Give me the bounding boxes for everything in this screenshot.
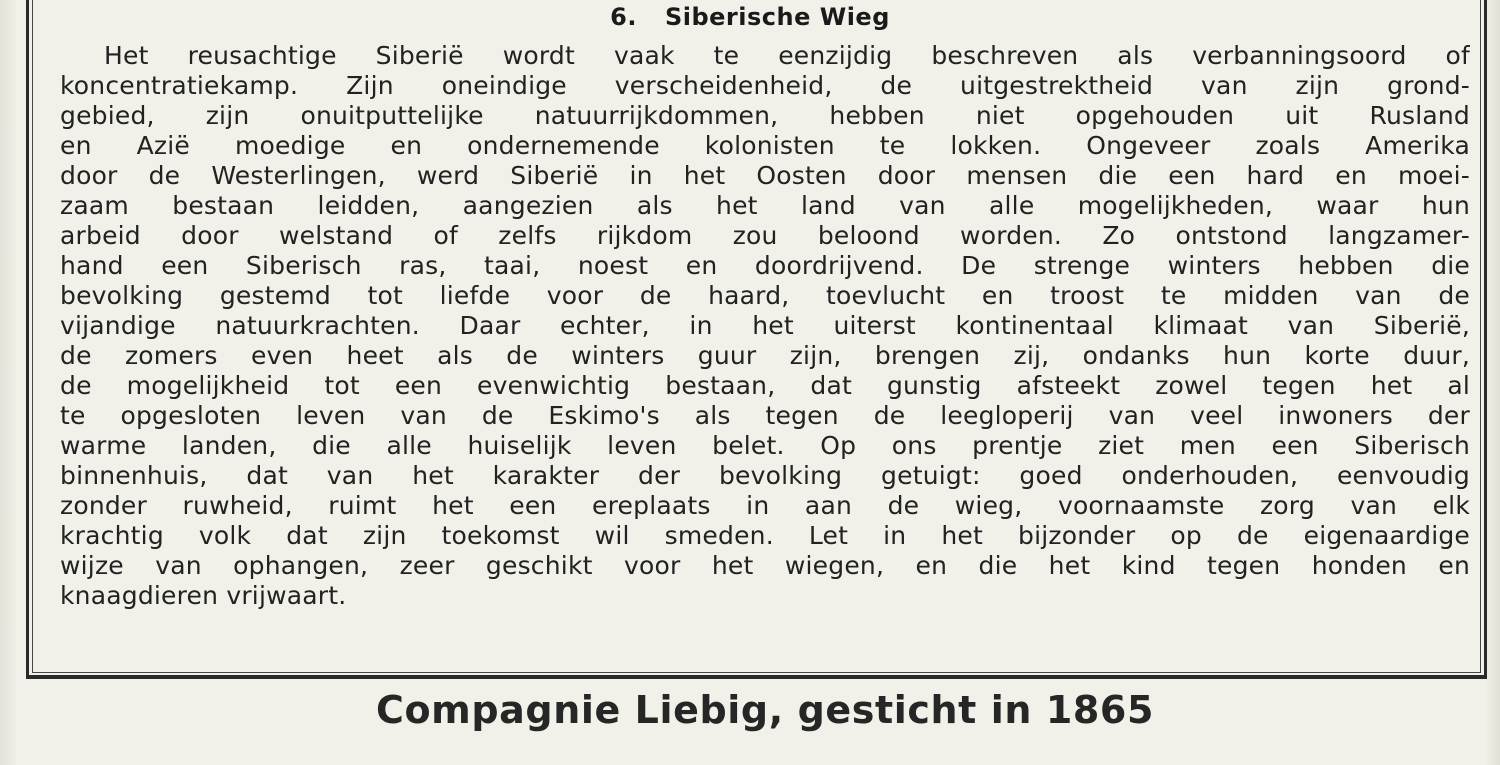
scan-edge-left bbox=[0, 0, 16, 765]
text-line: knaagdieren vrijwaart. bbox=[60, 581, 347, 610]
text-line: bevolking gestemd tot liefde voor de haard, toevlucht en troost te midden van de bbox=[60, 281, 1470, 310]
card-heading bbox=[0, 1, 1500, 33]
scan-edge-right bbox=[1486, 0, 1500, 765]
text-line: Het reusachtige Siberië wordt vaak te eenzijdig beschreven als verbanningsoord of bbox=[104, 41, 1470, 70]
publisher-caption: Compagnie Liebig, gesticht in 1865 bbox=[375, 688, 1155, 732]
text-line: vijandige natuurkrachten. Daar echter, in het uiterst kontinentaal klimaat van Siberië, bbox=[60, 311, 1470, 340]
text-line: zonder ruwheid, ruimt het een ereplaats in aan de wieg, voornaamste zorg van elk bbox=[60, 491, 1470, 520]
text-line: de mogelijkheid tot een evenwichtig bestaan, dat gunstig afsteekt zowel tegen het al bbox=[60, 371, 1470, 400]
card-title: Siberische Wieg bbox=[664, 3, 890, 31]
text-line: wijze van ophangen, zeer geschikt voor het wiegen, en die het kind tegen honden en bbox=[60, 551, 1470, 580]
text-line: binnenhuis, dat van het karakter der bevolking getuigt: goed onderhouden, eenvoudig bbox=[60, 461, 1470, 490]
text-line: en Azië moedige en ondernemende kolonisten te lokken. Ongeveer zoals Amerika bbox=[60, 131, 1470, 160]
text-line: door de Westerlingen, werd Siberië in het Oosten door mensen die een hard en moei- bbox=[60, 161, 1470, 190]
card-body-text bbox=[60, 41, 1470, 611]
card-number: 6. bbox=[610, 3, 637, 31]
text-line: koncentratiekamp. Zijn oneindige verscheidenheid, de uitgestrektheid van zijn grond- bbox=[60, 71, 1470, 100]
text-line: arbeid door welstand of zelfs rijkdom zou beloond worden. Zo ontstond langzamer- bbox=[60, 221, 1470, 250]
text-line: zaam bestaan leidden, aangezien als het land van alle mogelijkheden, waar hun bbox=[60, 191, 1470, 220]
text-line: te opgesloten leven van de Eskimo's als tegen de leegloperij van veel inwoners der bbox=[60, 401, 1470, 430]
text-line: warme landen, die alle huiselijk leven belet. Op ons prentje ziet men een Siberisch bbox=[60, 431, 1470, 460]
text-line: de zomers even heet als de winters guur zijn, brengen zij, ondanks hun korte duur, bbox=[60, 341, 1470, 370]
text-line: hand een Siberisch ras, taai, noest en doordrijvend. De strenge winters hebben die bbox=[60, 251, 1470, 280]
text-line: gebied, zijn onuitputtelijke natuurrijkdommen, hebben niet opgehouden uit Rusland bbox=[60, 101, 1470, 130]
text-line: krachtig volk dat zijn toekomst wil smeden. Let in het bijzonder op de eigenaardige bbox=[60, 521, 1470, 550]
